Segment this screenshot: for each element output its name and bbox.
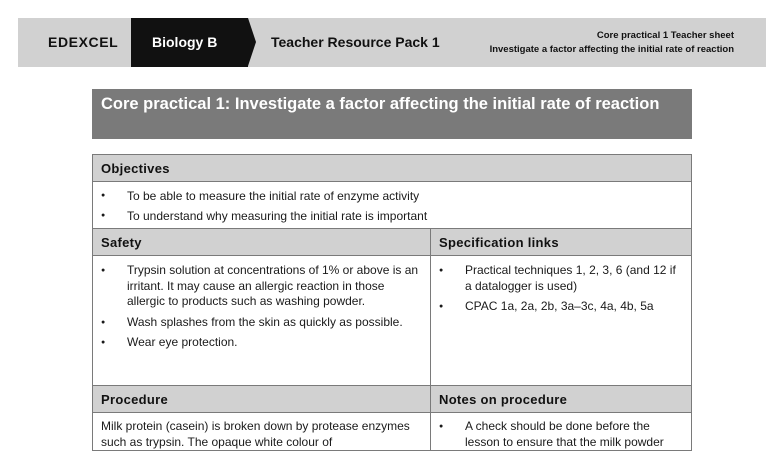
sheet-subtitle: Investigate a factor affecting the initial rate of reaction — [489, 44, 734, 55]
safety-item: ● Wash splashes from the skin as quickly as possible. — [93, 315, 424, 331]
objective-item: ● To understand why measuring the initial rate is important — [93, 206, 683, 226]
safety-spec-header-row — [93, 229, 691, 256]
practical-table — [92, 154, 692, 451]
subject-label: Biology B — [131, 18, 248, 67]
safety-item: ● Wear eye protection. — [93, 335, 424, 351]
procedure-heading: Procedure — [93, 386, 431, 413]
safety-section — [93, 256, 431, 385]
spec-links-section — [431, 256, 691, 385]
pack-label: Teacher Resource Pack 1 — [271, 34, 440, 50]
subject-arrow-icon — [248, 18, 256, 66]
spec-link-item: ● CPAC 1a, 2a, 2b, 3a–3c, 4a, 4b, 5a — [431, 299, 685, 315]
header-banner — [18, 18, 766, 67]
spec-link-item: ● Practical techniques 1, 2, 3, 6 (and 12 if a datalogger is used) — [431, 263, 685, 294]
brand-label: EDEXCEL — [48, 34, 119, 50]
notes-section — [431, 413, 691, 450]
notes-heading: Notes on procedure — [431, 386, 691, 413]
sheet-label: Core practical 1 Teacher sheet — [596, 30, 734, 41]
procedure-text: Milk protein (casein) is broken down by protease enzymes such as trypsin. The opaque white colour of — [93, 413, 431, 450]
safety-spec-body-row — [93, 256, 691, 386]
sheet-info — [490, 29, 734, 57]
safety-heading: Safety — [93, 229, 431, 256]
objective-item: ● To be able to measure the initial rate of enzyme activity — [93, 186, 683, 206]
spec-links-heading: Specification links — [431, 229, 691, 256]
procedure-header-row — [93, 386, 691, 413]
objectives-section — [93, 182, 691, 229]
safety-item: ● Trypsin solution at concentrations of 1% or above is an irritant. It may cause an allergic reaction in those allergic to products such as washing powder. — [93, 263, 424, 310]
notes-item: ● A check should be done before the lesson to ensure that the milk powder — [439, 419, 683, 450]
objectives-heading: Objectives — [93, 155, 691, 182]
procedure-body-row — [93, 413, 691, 450]
page-title: Core practical 1: Investigate a factor affecting the initial rate of reaction — [92, 89, 692, 139]
